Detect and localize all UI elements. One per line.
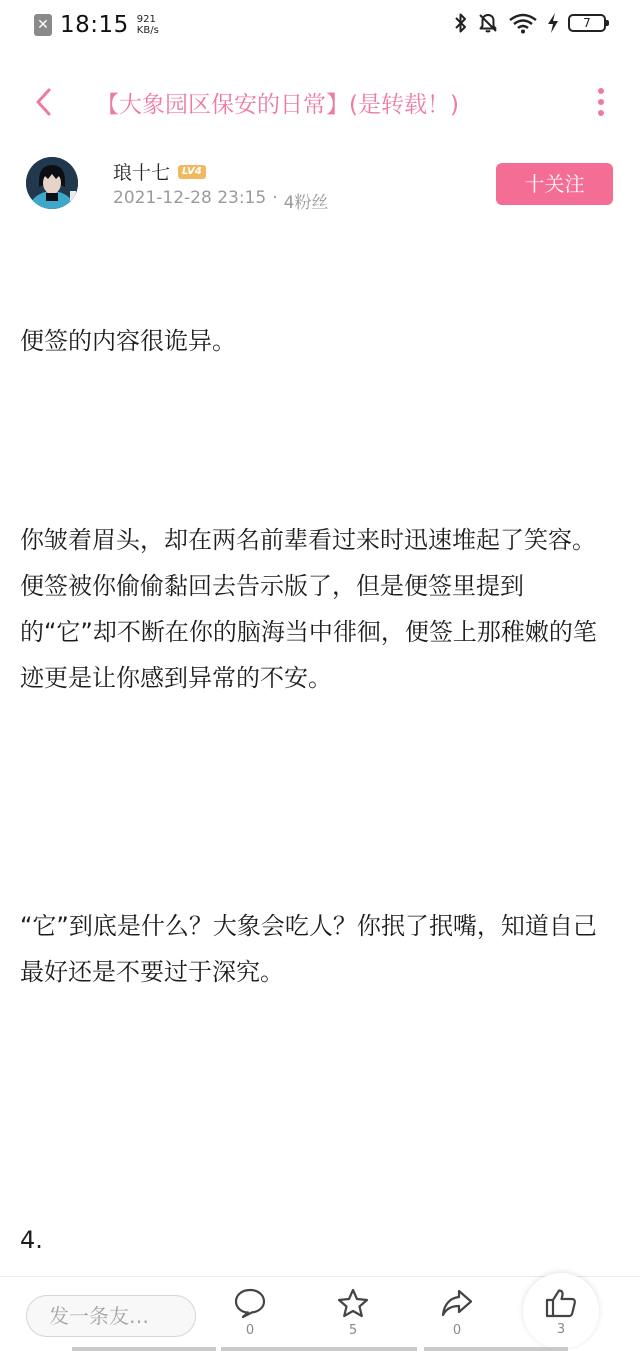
share-button[interactable] bbox=[427, 1287, 487, 1338]
more-button[interactable] bbox=[596, 87, 606, 117]
level-badge: LV4 bbox=[178, 165, 206, 179]
avatar[interactable] bbox=[26, 157, 78, 209]
network-speed bbox=[137, 14, 159, 36]
author-name-row bbox=[113, 158, 206, 185]
home-indicator bbox=[424, 1347, 568, 1351]
author-meta bbox=[113, 188, 328, 213]
article-paragraph: 你皱着眉头，却在两名前辈看过来时迅速堆起了笑容。便签被你偷偷黏回去告示版了，但是便签里提到的“它”却不断在你的脑海当中徘徊，便签上那稚嫩的笔迹更是让你感到异常的不安。 bbox=[20, 526, 597, 692]
share-icon bbox=[440, 1287, 474, 1319]
notification-x-icon: ✕ bbox=[34, 14, 52, 36]
charging-icon bbox=[547, 12, 559, 34]
favorite-count: 5 bbox=[348, 1323, 358, 1338]
fans-count: 4粉丝 bbox=[283, 193, 329, 213]
mute-bell-icon bbox=[477, 12, 499, 34]
like-count: 3 bbox=[556, 1322, 566, 1337]
nav-bar bbox=[0, 72, 640, 132]
follow-button[interactable]: 十关注 bbox=[496, 163, 613, 205]
home-indicator bbox=[72, 1347, 216, 1351]
post-date: 2021-12-28 23:15 bbox=[113, 188, 267, 208]
share-count: 0 bbox=[452, 1323, 462, 1338]
home-indicator bbox=[221, 1347, 417, 1351]
network-speed-unit: KB/s bbox=[136, 25, 159, 36]
comment-button[interactable] bbox=[220, 1287, 280, 1338]
author-name[interactable]: 琅十七 bbox=[113, 162, 171, 184]
network-speed-value: 921 bbox=[136, 14, 156, 25]
avatar-image bbox=[26, 157, 78, 209]
more-vertical-icon bbox=[596, 87, 606, 117]
author-row bbox=[0, 152, 640, 216]
meta-separator: · bbox=[272, 188, 278, 208]
article-paragraph: “它”到底是什么？大象会吃人？你抿了抿嘴，知道自己最好还是不要过于深究。 bbox=[20, 912, 597, 986]
comment-count: 0 bbox=[245, 1323, 255, 1338]
bottom-action-bar bbox=[0, 1276, 640, 1351]
status-bar bbox=[0, 0, 640, 52]
thumbs-up-icon bbox=[544, 1287, 578, 1319]
comment-icon bbox=[233, 1287, 267, 1319]
like-button[interactable] bbox=[523, 1273, 599, 1349]
clock: 18:15 bbox=[60, 12, 129, 38]
chevron-left-icon bbox=[30, 86, 58, 118]
status-bar-right bbox=[454, 12, 606, 34]
article-paragraph: 4. bbox=[20, 1226, 43, 1254]
star-icon bbox=[336, 1287, 370, 1319]
battery-icon: 7 bbox=[568, 14, 606, 32]
article-paragraph: 便签的内容很诡异。 bbox=[20, 327, 236, 355]
wifi-icon bbox=[508, 12, 538, 34]
page-title: 【大象园区保安的日常】(是转载！) bbox=[96, 92, 459, 118]
back-button[interactable] bbox=[30, 86, 58, 118]
status-bar-left bbox=[34, 12, 159, 38]
favorite-button[interactable] bbox=[323, 1287, 383, 1338]
comment-input[interactable]: 发一条友… bbox=[26, 1295, 196, 1337]
bluetooth-icon bbox=[454, 12, 468, 34]
